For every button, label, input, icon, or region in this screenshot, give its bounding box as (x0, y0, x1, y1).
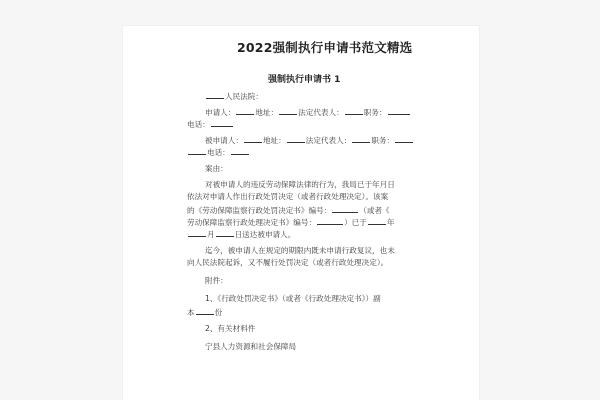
para1-line5-month: 月 (207, 230, 215, 239)
blank-field (211, 118, 233, 127)
document-title: 2022强制执行申请书范文精选 (237, 40, 413, 55)
para1-line4-mid: ）已于 (344, 218, 367, 227)
item1-copy-label: 本 (187, 308, 195, 317)
para1-line1: 对被申请人的违反劳动保障法律的行为，我局已于年月日 (205, 180, 395, 189)
signature-org: 宁县人力资源和社会保障局 (205, 342, 297, 351)
para1-line5 (187, 228, 295, 240)
attachment-item1-line2 (187, 306, 222, 318)
respondent-line (205, 134, 414, 146)
para1-line4-text: 劳动保障监察行政处理决定书》编号： (187, 218, 317, 227)
blank-field (388, 106, 410, 115)
blank-field (216, 228, 234, 237)
document-page (123, 26, 479, 400)
applicant-position-label: 职务： (363, 108, 387, 117)
respondent-address-label: 地址： (262, 136, 286, 145)
para1-line3-tail: （或者《 (359, 206, 390, 215)
para1-line3 (187, 204, 390, 216)
blank-field (231, 146, 249, 155)
para1-line3-text: 的《劳动保障监察行政处罚决定书》编号： (187, 206, 332, 215)
blank-field (279, 106, 297, 115)
respondent-position-label: 职务： (371, 136, 395, 145)
blank-field (332, 204, 358, 213)
blank-field (317, 216, 343, 225)
para1-line5-text: 日送达被申请人。 (234, 230, 296, 239)
blank-field (244, 134, 262, 143)
respondent-legal-rep-label: 法定代表人： (305, 136, 352, 145)
attachment-item2: 2、有关材料件 (205, 324, 256, 333)
case-label: 案由： (205, 164, 228, 173)
item1-unit-label: 份 (214, 308, 223, 317)
blank-field (368, 216, 386, 225)
para1-line4 (187, 216, 394, 228)
applicant-label: 申请人： (205, 108, 236, 117)
applicant-phone-label: 电话： (187, 120, 210, 129)
applicant-address-label: 地址： (255, 108, 279, 117)
blank-field (287, 134, 305, 143)
respondent-label: 被申请人： (205, 136, 243, 145)
document-subtitle: 强制执行申请书 1 (268, 75, 341, 85)
court-line (205, 90, 263, 102)
blank-field (345, 106, 363, 115)
attachments-label: 附件： (205, 276, 228, 285)
court-label: 人民法院： (225, 92, 263, 101)
para2-line2: 向人民法院起诉，又不履行处罚决定（或者行政处理决定）。 (187, 258, 389, 267)
applicant-phone-line (187, 118, 234, 130)
respondent-phone-line (187, 146, 250, 158)
respondent-phone-label: 电话： (207, 148, 230, 157)
blank-field (352, 134, 370, 143)
blank-field (188, 146, 206, 155)
blank-field (188, 228, 206, 237)
blank-field (236, 106, 254, 115)
blank-field (206, 90, 224, 99)
attachment-item1-line1: 1、《行政处罚决定书》（或者《行政处理决定书》）副 (205, 294, 381, 303)
blank-field (196, 306, 214, 315)
applicant-legal-rep-label: 法定代表人： (298, 108, 344, 117)
para1-line4-year: 年 (386, 218, 395, 227)
blank-field (395, 134, 413, 143)
applicant-line (205, 106, 411, 118)
para1-line2: 依法对申请人作出行政处罚决定（或者行政处理决定）。该案 (187, 192, 389, 201)
para2-line1: 迄今，被申请人在规定的期限内既未申请行政复议，也未 (205, 246, 395, 255)
